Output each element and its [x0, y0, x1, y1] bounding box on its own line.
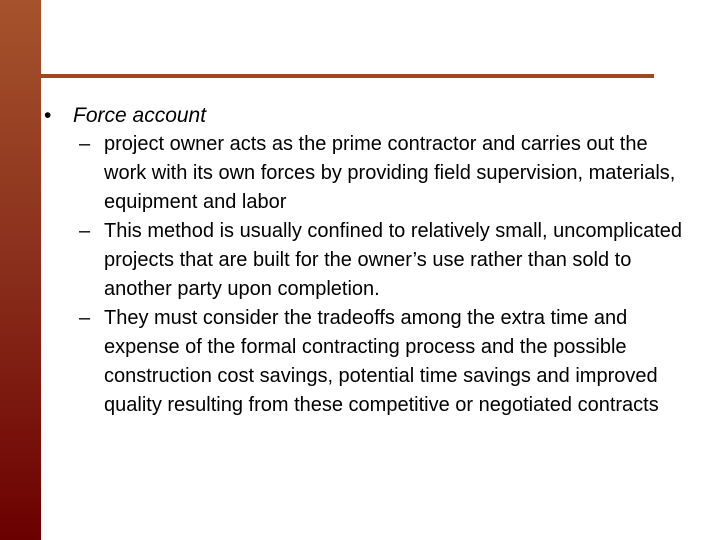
slide-body	[44, 101, 704, 420]
bullet-force-account	[44, 101, 704, 130]
sub-bullet-item	[44, 217, 694, 304]
sub-bullet-list	[44, 130, 704, 420]
bullet-dot-icon: •	[44, 104, 52, 127]
dash-icon: –	[79, 220, 91, 242]
dash-icon: –	[79, 307, 91, 329]
title-divider-rule	[41, 74, 654, 78]
sub-bullet-text: project owner acts as the prime contractor and carries out the work with its own forces by providing field supervision, materials, equipment and labor	[104, 133, 676, 213]
dash-icon: –	[79, 133, 91, 155]
sub-bullet-text: They must consider the tradeoffs among the extra time and expense of the formal contracting process and the possible construction cost savings, potential time savings and improved quality resulting from these competitive or negotiated contracts	[104, 307, 659, 416]
sub-bullet-item	[44, 304, 694, 420]
left-decorative-band	[0, 0, 41, 540]
sub-bullet-item	[44, 130, 694, 217]
bullet-heading: Force account	[73, 104, 207, 127]
sub-bullet-text: This method is usually confined to relatively small, uncomplicated projects that are built for the owner’s use rather than sold to another party upon completion.	[104, 220, 683, 300]
